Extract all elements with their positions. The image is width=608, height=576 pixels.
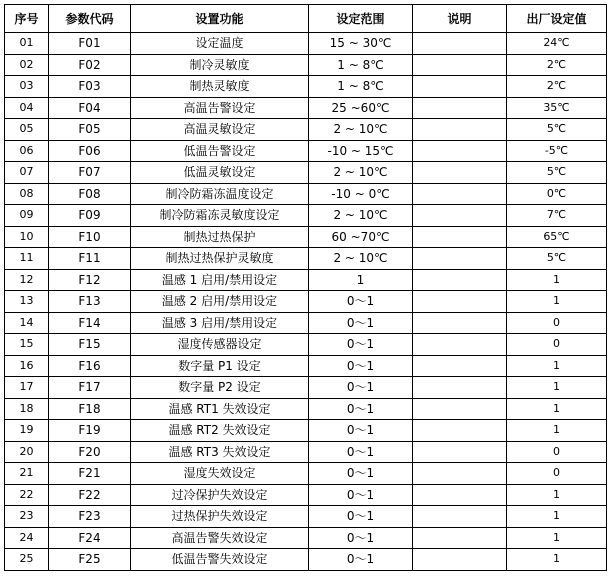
note-cell — [413, 355, 507, 377]
function-name: 制热过热保护灵敏度 — [131, 248, 309, 270]
note-cell — [413, 119, 507, 141]
row-index: 22 — [5, 484, 49, 506]
default-value: 1 — [507, 420, 607, 442]
default-value: 35℃ — [507, 97, 607, 119]
note-cell — [413, 463, 507, 485]
table-row — [5, 334, 607, 356]
setting-range: 0～1 — [309, 377, 413, 399]
table-row — [5, 420, 607, 442]
default-value: 1 — [507, 377, 607, 399]
setting-range: 0～1 — [309, 506, 413, 528]
param-code: F21 — [49, 463, 131, 485]
param-code: F04 — [49, 97, 131, 119]
function-name: 制热过热保护 — [131, 226, 309, 248]
default-value: 1 — [507, 398, 607, 420]
function-name: 过热保护失效设定 — [131, 506, 309, 528]
param-code: F02 — [49, 54, 131, 76]
param-code: F05 — [49, 119, 131, 141]
table-row — [5, 506, 607, 528]
note-cell — [413, 377, 507, 399]
row-index: 20 — [5, 441, 49, 463]
default-value: 5℃ — [507, 162, 607, 184]
setting-range: -10 ~ 15℃ — [309, 140, 413, 162]
function-name: 湿度失效设定 — [131, 463, 309, 485]
setting-range: 0～1 — [309, 441, 413, 463]
row-index: 21 — [5, 463, 49, 485]
note-cell — [413, 549, 507, 571]
note-cell — [413, 420, 507, 442]
default-value: -5℃ — [507, 140, 607, 162]
function-name: 温感 1 启用/禁用设定 — [131, 269, 309, 291]
setting-range: 0～1 — [309, 355, 413, 377]
table-row — [5, 463, 607, 485]
function-name: 温感 2 启用/禁用设定 — [131, 291, 309, 313]
default-value: 5℃ — [507, 119, 607, 141]
note-cell — [413, 54, 507, 76]
default-value: 1 — [507, 484, 607, 506]
row-index: 24 — [5, 527, 49, 549]
setting-range: 15 ~ 30℃ — [309, 33, 413, 55]
default-value: 0 — [507, 334, 607, 356]
table-row — [5, 377, 607, 399]
table-row — [5, 269, 607, 291]
table-row — [5, 205, 607, 227]
param-code: F18 — [49, 398, 131, 420]
note-cell — [413, 183, 507, 205]
row-index: 15 — [5, 334, 49, 356]
function-name: 温感 3 启用/禁用设定 — [131, 312, 309, 334]
setting-range: 60 ~70℃ — [309, 226, 413, 248]
param-code: F23 — [49, 506, 131, 528]
function-name: 低温告警失效设定 — [131, 549, 309, 571]
function-name: 低温告警设定 — [131, 140, 309, 162]
param-code: F07 — [49, 162, 131, 184]
param-code: F16 — [49, 355, 131, 377]
default-value: 2℃ — [507, 76, 607, 98]
setting-range: 0～1 — [309, 291, 413, 313]
row-index: 03 — [5, 76, 49, 98]
function-name: 数字量 P2 设定 — [131, 377, 309, 399]
row-index: 09 — [5, 205, 49, 227]
param-code: F20 — [49, 441, 131, 463]
note-cell — [413, 97, 507, 119]
function-name: 温感 RT3 失效设定 — [131, 441, 309, 463]
row-index: 04 — [5, 97, 49, 119]
function-name: 湿度传感器设定 — [131, 334, 309, 356]
note-cell — [413, 162, 507, 184]
setting-range: 2 ~ 10℃ — [309, 205, 413, 227]
setting-range: 0～1 — [309, 549, 413, 571]
row-index: 25 — [5, 549, 49, 571]
param-code: F25 — [49, 549, 131, 571]
header-default: 出厂设定值 — [507, 5, 607, 33]
row-index: 12 — [5, 269, 49, 291]
table-row — [5, 291, 607, 313]
table-row — [5, 549, 607, 571]
note-cell — [413, 140, 507, 162]
default-value: 1 — [507, 291, 607, 313]
function-name: 制热灵敏度 — [131, 76, 309, 98]
setting-range: 0～1 — [309, 463, 413, 485]
function-name: 高温灵敏设定 — [131, 119, 309, 141]
function-name: 制冷防霜冻温度设定 — [131, 183, 309, 205]
function-name: 设定温度 — [131, 33, 309, 55]
setting-range: 0～1 — [309, 334, 413, 356]
param-code: F11 — [49, 248, 131, 270]
setting-range: 0～1 — [309, 420, 413, 442]
setting-range: 0～1 — [309, 312, 413, 334]
row-index: 01 — [5, 33, 49, 55]
table-row — [5, 248, 607, 270]
header-row — [5, 5, 607, 33]
default-value: 2℃ — [507, 54, 607, 76]
default-value: 1 — [507, 355, 607, 377]
note-cell — [413, 334, 507, 356]
function-name: 低温灵敏设定 — [131, 162, 309, 184]
table-row — [5, 119, 607, 141]
param-code: F08 — [49, 183, 131, 205]
function-name: 制冷防霜冻灵敏度设定 — [131, 205, 309, 227]
row-index: 19 — [5, 420, 49, 442]
note-cell — [413, 312, 507, 334]
param-code: F03 — [49, 76, 131, 98]
param-code: F17 — [49, 377, 131, 399]
default-value: 0 — [507, 312, 607, 334]
row-index: 18 — [5, 398, 49, 420]
param-code: F12 — [49, 269, 131, 291]
param-code: F09 — [49, 205, 131, 227]
table-row — [5, 97, 607, 119]
param-code: F14 — [49, 312, 131, 334]
function-name: 温感 RT2 失效设定 — [131, 420, 309, 442]
note-cell — [413, 527, 507, 549]
table-row — [5, 140, 607, 162]
param-code: F10 — [49, 226, 131, 248]
row-index: 05 — [5, 119, 49, 141]
parameter-table — [4, 4, 607, 571]
note-cell — [413, 441, 507, 463]
note-cell — [413, 484, 507, 506]
setting-range: 0～1 — [309, 484, 413, 506]
default-value: 1 — [507, 527, 607, 549]
default-value: 0℃ — [507, 183, 607, 205]
setting-range: 2 ~ 10℃ — [309, 119, 413, 141]
header-index: 序号 — [5, 5, 49, 33]
table-row — [5, 312, 607, 334]
table-row — [5, 76, 607, 98]
default-value: 1 — [507, 506, 607, 528]
row-index: 14 — [5, 312, 49, 334]
row-index: 07 — [5, 162, 49, 184]
function-name: 高温告警设定 — [131, 97, 309, 119]
table-row — [5, 441, 607, 463]
note-cell — [413, 506, 507, 528]
table-row — [5, 355, 607, 377]
row-index: 11 — [5, 248, 49, 270]
note-cell — [413, 76, 507, 98]
row-index: 02 — [5, 54, 49, 76]
default-value: 7℃ — [507, 205, 607, 227]
default-value: 0 — [507, 441, 607, 463]
row-index: 16 — [5, 355, 49, 377]
row-index: 10 — [5, 226, 49, 248]
row-index: 13 — [5, 291, 49, 313]
table-row — [5, 527, 607, 549]
setting-range: 0～1 — [309, 527, 413, 549]
param-code: F19 — [49, 420, 131, 442]
row-index: 08 — [5, 183, 49, 205]
table-row — [5, 226, 607, 248]
header-function: 设置功能 — [131, 5, 309, 33]
setting-range: 2 ~ 10℃ — [309, 248, 413, 270]
setting-range: 0～1 — [309, 398, 413, 420]
table-body — [5, 33, 607, 571]
param-code: F24 — [49, 527, 131, 549]
default-value: 1 — [507, 269, 607, 291]
param-code: F22 — [49, 484, 131, 506]
default-value: 24℃ — [507, 33, 607, 55]
table-row — [5, 398, 607, 420]
param-code: F15 — [49, 334, 131, 356]
table-row — [5, 183, 607, 205]
header-range: 设定范围 — [309, 5, 413, 33]
table-row — [5, 33, 607, 55]
function-name: 制冷灵敏度 — [131, 54, 309, 76]
setting-range: -10 ~ 0℃ — [309, 183, 413, 205]
setting-range: 25 ~60℃ — [309, 97, 413, 119]
default-value: 5℃ — [507, 248, 607, 270]
note-cell — [413, 269, 507, 291]
default-value: 0 — [507, 463, 607, 485]
setting-range: 1 ~ 8℃ — [309, 54, 413, 76]
table-row — [5, 54, 607, 76]
row-index: 17 — [5, 377, 49, 399]
header-note: 说明 — [413, 5, 507, 33]
setting-range: 1 — [309, 269, 413, 291]
function-name: 温感 RT1 失效设定 — [131, 398, 309, 420]
note-cell — [413, 226, 507, 248]
table-row — [5, 162, 607, 184]
note-cell — [413, 205, 507, 227]
note-cell — [413, 398, 507, 420]
row-index: 06 — [5, 140, 49, 162]
function-name: 数字量 P1 设定 — [131, 355, 309, 377]
default-value: 1 — [507, 549, 607, 571]
header-param-code: 参数代码 — [49, 5, 131, 33]
note-cell — [413, 248, 507, 270]
setting-range: 1 ~ 8℃ — [309, 76, 413, 98]
table-row — [5, 484, 607, 506]
param-code: F06 — [49, 140, 131, 162]
function-name: 过冷保护失效设定 — [131, 484, 309, 506]
note-cell — [413, 291, 507, 313]
note-cell — [413, 33, 507, 55]
default-value: 65℃ — [507, 226, 607, 248]
function-name: 高温告警失效设定 — [131, 527, 309, 549]
setting-range: 2 ~ 10℃ — [309, 162, 413, 184]
param-code: F13 — [49, 291, 131, 313]
row-index: 23 — [5, 506, 49, 528]
param-code: F01 — [49, 33, 131, 55]
